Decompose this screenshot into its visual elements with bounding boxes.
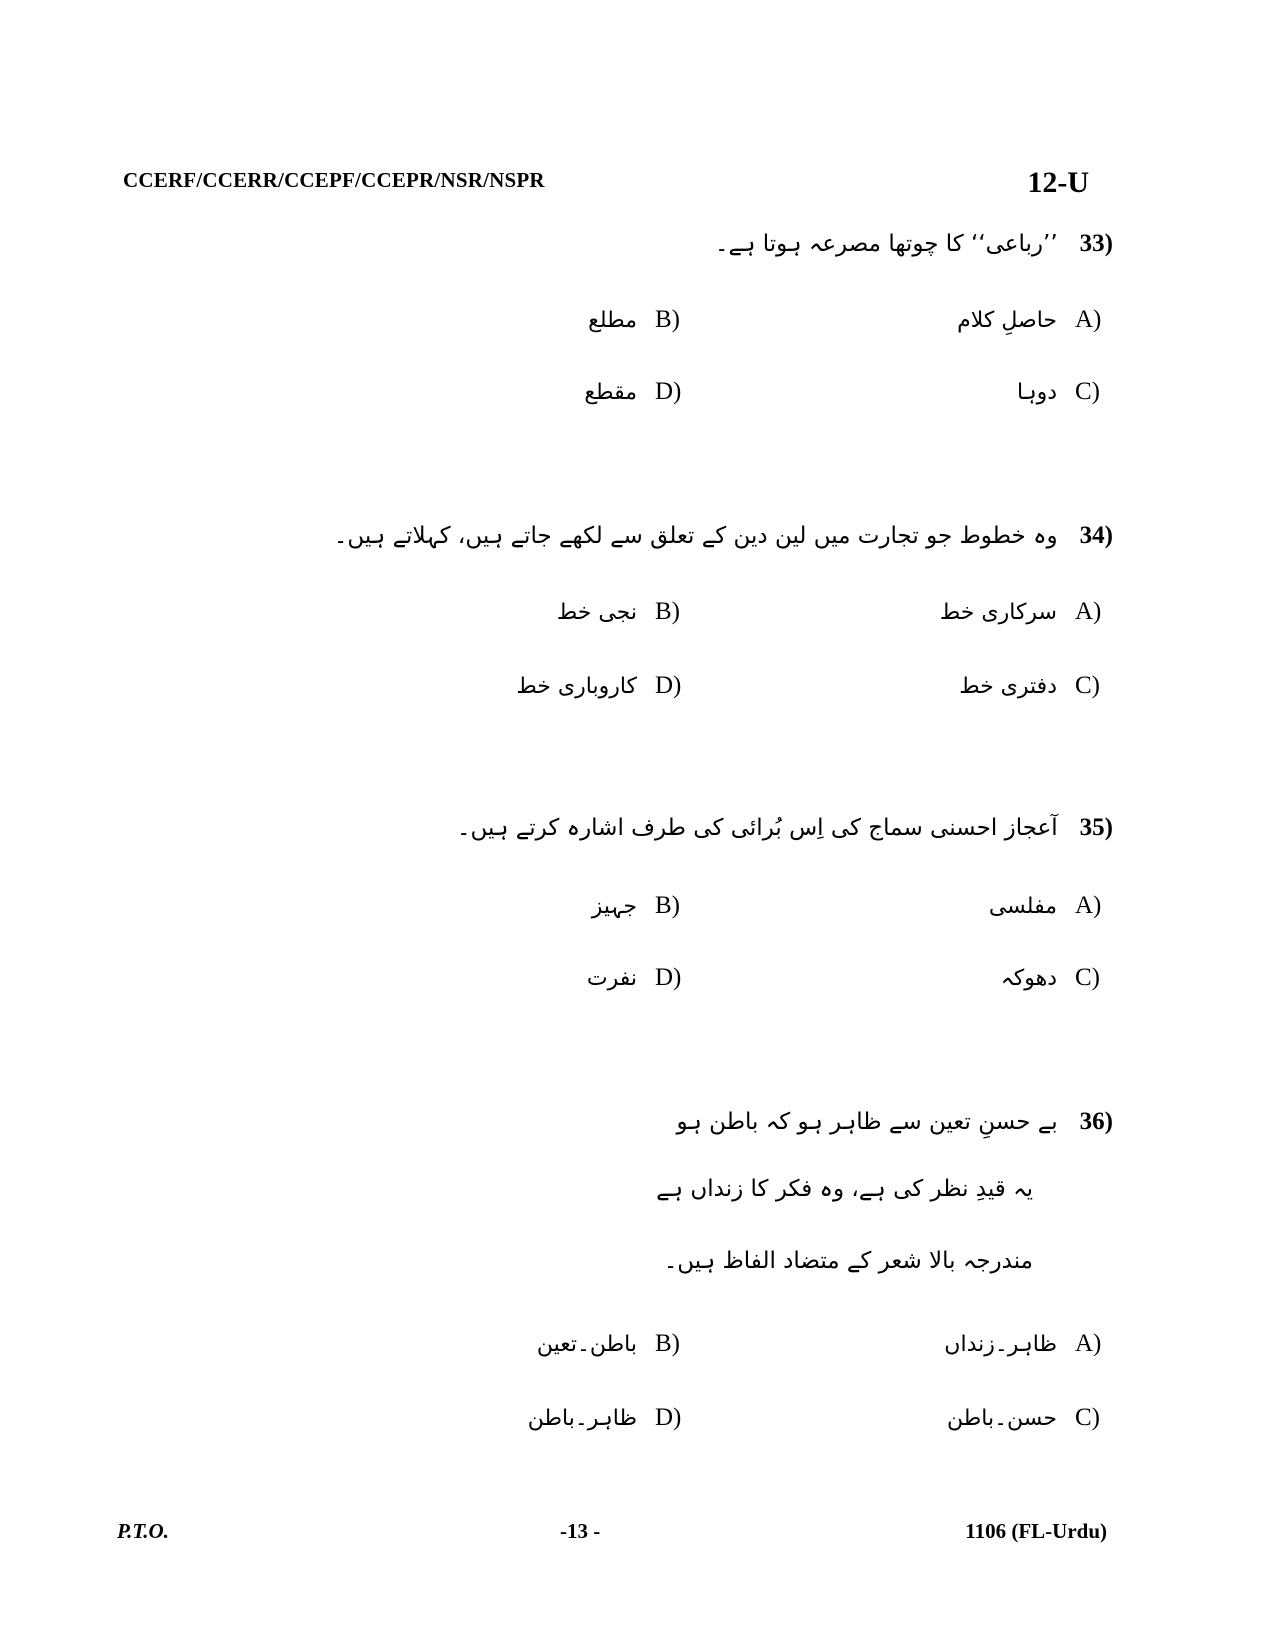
option-c: C)حسن۔باطن [947, 1404, 1100, 1431]
question-number: 34) [1079, 522, 1113, 549]
option-d: D)ظاہر۔باطن [527, 1404, 682, 1431]
question-text-line-3: مندرجہ بالا شعر کے متضاد الفاظ ہیں۔ [663, 1248, 1033, 1274]
question-text: وہ خطوط جو تجارت میں لین دین کے تعلق سے لکھے جاتے ہیں، کہلاتے ہیں۔ [333, 523, 1058, 549]
option-a: A)سرکاری خط [939, 598, 1102, 625]
question-text: ’’رباعی‘‘ کا چوتھا مصرعہ ہوتا ہے۔ [715, 231, 1058, 257]
option-a: A)حاصلِ کلام [957, 306, 1102, 333]
footer-pto: P.T.O. [117, 1519, 169, 1543]
question-number: 35) [1079, 814, 1113, 841]
option-b: B)باطن۔تعین [536, 1330, 680, 1357]
question-text-line-2: یہ قیدِ نظر کی ہے، وہ فکر کا زنداں ہے [656, 1176, 1033, 1202]
option-c: C)دھوکہ [1000, 964, 1100, 991]
question-number: 33) [1079, 230, 1113, 257]
option-d: D)مقطع [584, 378, 682, 405]
question-text-line-1: بے حسنِ تعین سے ظاہر ہو کہ باطن ہو [676, 1109, 1058, 1135]
option-d: D)نفرت [586, 964, 682, 991]
option-b: B)مطلع [588, 306, 680, 333]
option-c: C)دفتری خط [959, 672, 1100, 699]
header-exam-codes: CCERF/CCERR/CCEPF/CCEPR/NSR/NSPR [123, 168, 545, 192]
option-b: B)جہیز [591, 892, 680, 919]
header-page-code: 12-U [1027, 166, 1089, 199]
option-b: B)نجی خط [556, 598, 680, 625]
footer-paper-code: 1106 (FL-Urdu) [965, 1519, 1107, 1543]
footer-page-number: -13 - [560, 1519, 601, 1543]
question-text: آعجاز احسنی سماج کی اِس بُرائی کی طرف اشارہ کرتے ہیں۔ [457, 815, 1058, 841]
question-number: 36) [1079, 1108, 1113, 1135]
option-a: A)ظاہر۔زنداں [944, 1330, 1102, 1357]
option-d: D)کاروباری خط [516, 672, 682, 699]
option-a: A)مفلسی [988, 892, 1102, 919]
option-c: C)دوہا [1016, 378, 1100, 405]
